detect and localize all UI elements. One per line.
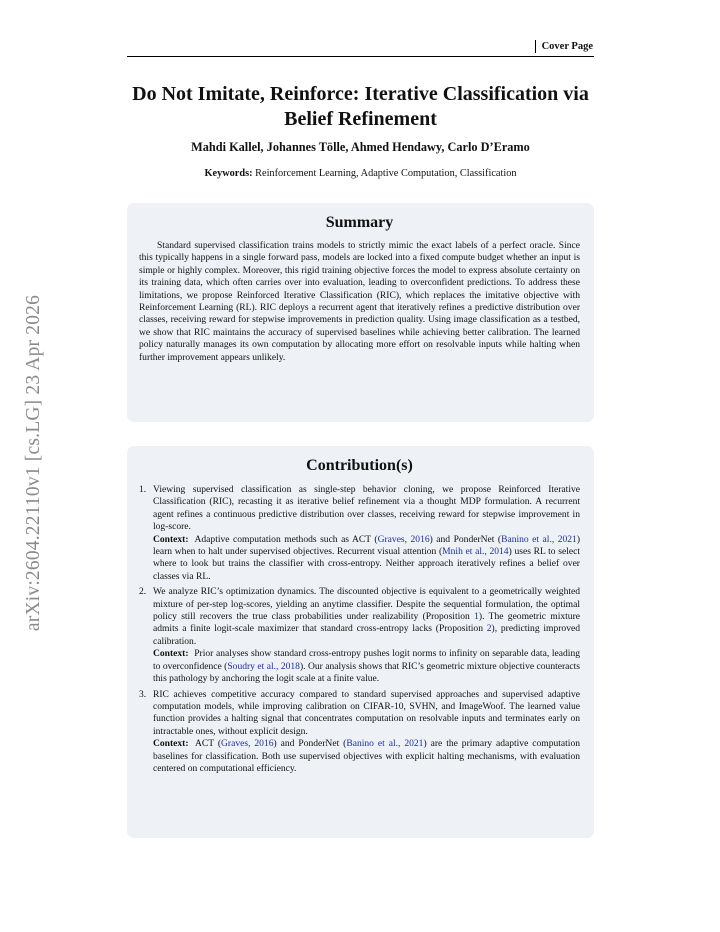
contribution-item [139, 586, 580, 685]
contributions-heading: Contribution(s) [306, 457, 413, 474]
proposition-link[interactable]: 1 [474, 611, 479, 623]
summary-heading: Summary [325, 214, 394, 231]
author-list: Mahdi Kallel, Johannes Tölle, Ahmed Hendawy, Carlo D’Eramo [191, 140, 530, 154]
summary-box [127, 203, 594, 422]
keywords-value: Reinforcement Learning, Adaptive Computation, Classification [255, 168, 517, 179]
context-text: ). Our analysis shows that RIC’s geometric mixture objective counteracts this pathology by anchoring the logit scale at a finite value. [153, 660, 580, 685]
contribution-number: 3. [139, 688, 147, 700]
header-rule [127, 56, 594, 57]
contribution-text: ). The geometric mixture admits a finite logit-scale maximizer that standard cross-entropy lacks (Proposition [153, 611, 580, 635]
citation-link[interactable]: Graves, 2016 [377, 533, 430, 545]
paper-title-line-2: Belief Refinement [284, 108, 437, 130]
contribution-item [139, 689, 580, 776]
context-text: Prior analyses show standard cross-entropy pushes logit norms to infinity on separable data, leading to overconfidence ( [153, 648, 581, 672]
context-text: ) uses RL to select where to look but trains the classifier with cross-entropy. Neither approach iteratively refines a belief over classes via RL. [153, 546, 581, 582]
citation-link[interactable]: Graves, 2016 [221, 738, 274, 750]
citation-link[interactable]: Banino et al., 2021 [501, 533, 577, 545]
arxiv-sidebar-stamp [14, 258, 54, 668]
contribution-number: 2. [139, 586, 147, 598]
context-label: Context: [153, 533, 189, 545]
keywords-label: Keywords: [204, 168, 253, 179]
citation-link[interactable]: Mnih et al., 2014 [442, 546, 509, 558]
citation-link[interactable]: Banino et al., 2021 [346, 738, 424, 750]
contribution-text: ), predicting improved calibration. [153, 623, 580, 647]
citation-link[interactable]: Soudry et al., 2018 [227, 660, 300, 672]
proposition-link[interactable]: 2 [486, 623, 492, 635]
context-text: ) are the primary adaptive computation baselines for classification. Both use supervised objectives with explicit halting mechanisms, with evaluation centered on computational efficiency. [153, 738, 581, 774]
contribution-text: RIC achieves competitive accuracy compared to standard supervised approaches and supervised adaptive computation models, while improving calibration on CIFAR-10, SVHN, and ImageWoof. The learned value function provides a halting signal that concentrates computation on resolvable inputs and terminates early on intractable ones, without explicit design. [153, 688, 580, 737]
keywords-line [127, 168, 594, 179]
cover-page-label: Cover Page [535, 40, 593, 53]
contribution-text: Viewing supervised classification as single-step behavior cloning, we propose Reinforced Iterative Classification (RIC), recasting it as iterative belief refinement via a thought MDP formulation. A recurrent agent refines a continuous predictive distribution over classes, receiving reward for stepwise improvement in log-score. [153, 484, 580, 533]
context-label: Context: [153, 648, 189, 660]
summary-text: Standard supervised classification trains models to strictly mimic the exact labels of a perfect oracle. Since this typically happens in a single forward pass, models are locked into a fixed compute budget whether an input is simple or highly complex. Moreover, this rigid training objective forces the model to express absolute certainty on its training data, which often carries over into evaluation, leading to overconfident predictions. To address these limitations, we propose Reinforced Iterative Classification (RIC), which replaces the imitative objective with Reinforcement Learning (RL). RIC deploys a recurrent agent that iteratively refines a predictive distribution over classes, receiving reward for stepwise improvements in prediction quality. Using image classification as a testbed, we show that RIC maintains the accuracy of supervised baselines while achieving better calibration. The learned policy naturally manages its own computation by allocating more effort on resolvable inputs while halting when further improvement appears unlikely. [139, 240, 580, 363]
contributions-box [127, 446, 594, 838]
context-text: ) learn when to halt under supervised objectives. Recurrent visual attention ( [153, 533, 580, 558]
paper-title [127, 82, 594, 132]
paper-title-line-1: Do Not Imitate, Reinforce: Iterative Classification via [132, 83, 589, 105]
context-text: Adaptive computation methods such as ACT ( [194, 533, 378, 545]
context-label: Context: [153, 738, 189, 750]
contribution-item [139, 484, 580, 583]
contribution-number: 1. [139, 484, 147, 495]
context-text: ) and PonderNet ( [273, 738, 347, 750]
contribution-text: We analyze RIC’s optimization dynamics. The discounted objective is equivalent to a geometrically weighted mixture of per-step log-scores, yielding an anytime classifier. Despite the sequential formulation, the optimal policy still recovers the true class probabilities under realizability (Proposition [153, 586, 580, 623]
contributions-list [139, 484, 580, 775]
arxiv-identifier: arXiv:2604.22110v1 [cs.LG] 23 Apr 2026 [23, 294, 44, 632]
context-text: ACT ( [194, 738, 222, 750]
context-text: ) and PonderNet ( [429, 533, 502, 545]
